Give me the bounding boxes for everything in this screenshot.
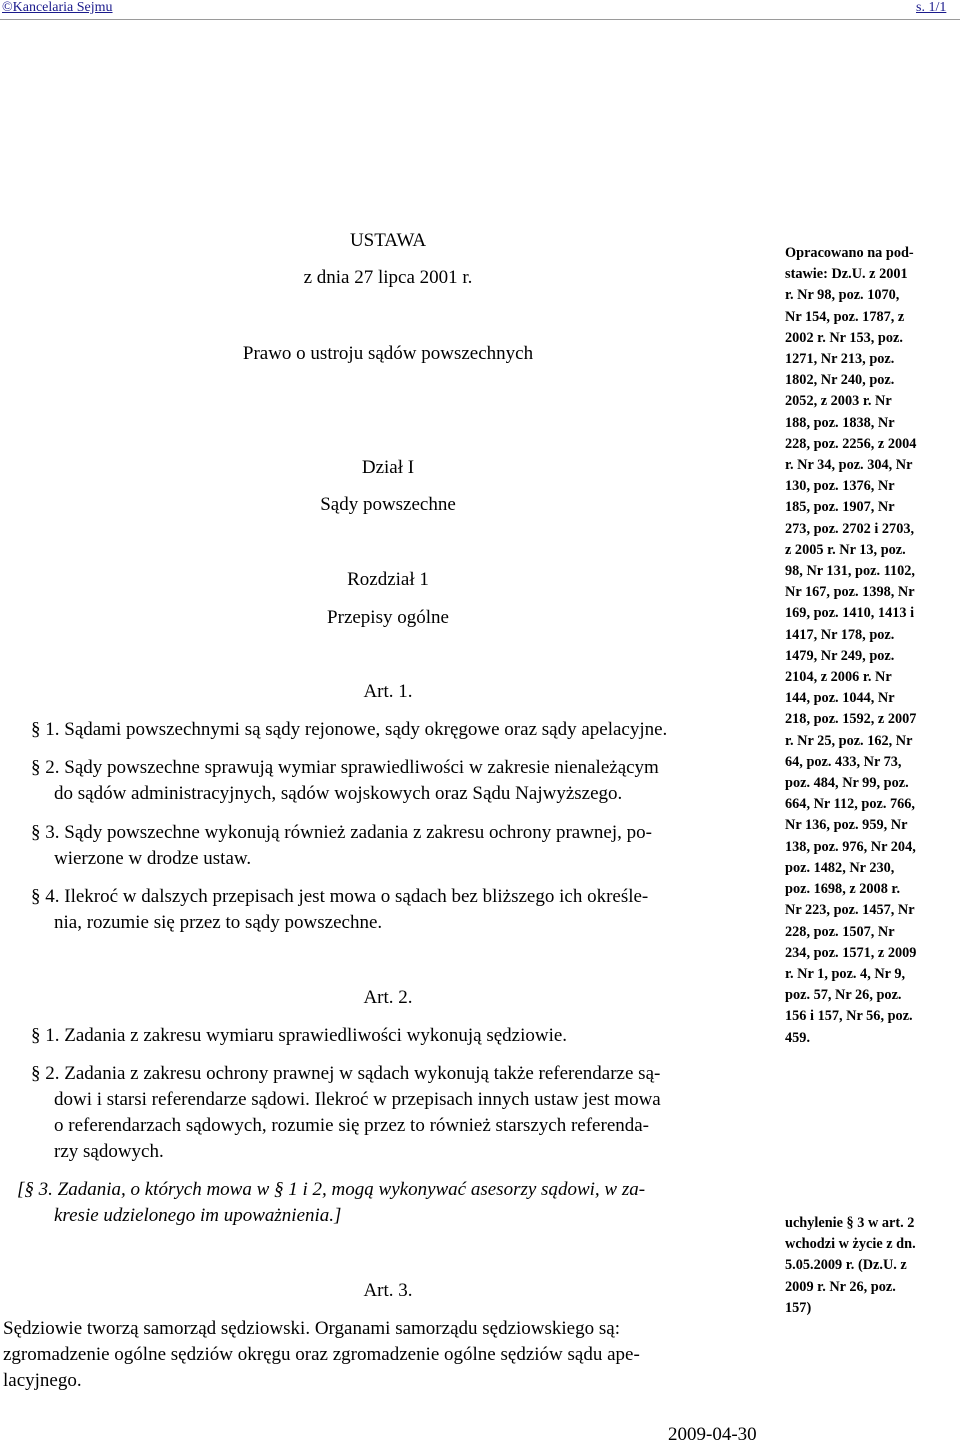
sidenote-repeal-line: 5.05.2009 r. (Dz.U. z bbox=[785, 1257, 907, 1274]
act-date: z dnia 27 lipca 2001 r. bbox=[303, 267, 473, 288]
art3-line-2: zgromadzenie ogólne sędziów okręgu oraz zgromadzenie ogólne sędziów sądu ape- bbox=[3, 1344, 640, 1365]
sidenote-sources-line: 664, Nr 112, poz. 766, bbox=[785, 796, 915, 813]
sidenote-sources-line: stawie: Dz.U. z 2001 bbox=[785, 266, 908, 283]
sidenote-repeal-line: wchodzi w życie z dn. bbox=[785, 1236, 916, 1253]
sidenote-sources-line: 228, poz. 1507, Nr bbox=[785, 923, 895, 940]
act-type: USTAWA bbox=[349, 230, 427, 251]
page-indicator-link[interactable]: s. 1/1 bbox=[916, 0, 947, 15]
art3-line-1: Sędziowie tworzą samorząd sędziowski. Organami samorządu sędziowskiego są: bbox=[3, 1318, 620, 1339]
art2-paragraph-2-line-1: § 2. Zadania z zakresu ochrony prawnej w sądach wykonują także referendarze są- bbox=[31, 1063, 661, 1084]
article-2-heading: Art. 2. bbox=[363, 987, 413, 1008]
sidenote-sources-line: 98, Nr 131, poz. 1102, bbox=[785, 563, 915, 580]
sidenote-sources-line: 188, poz. 1838, Nr bbox=[785, 414, 895, 431]
sidenote-repeal-line: uchylenie § 3 w art. 2 bbox=[785, 1215, 915, 1231]
art2-paragraph-3-line-1: [§ 3. Zadania, o których mowa w § 1 i 2, mogą wykonywać asesorzy sądowi, w za- bbox=[17, 1179, 646, 1200]
art2-paragraph-2-line-4: rzy sądowych. bbox=[54, 1141, 164, 1162]
chapter-label: Rozdział 1 bbox=[347, 569, 429, 590]
art2-paragraph-2-line-2: dowi i starsi referendarze sądowi. Ilekroć w przepisach innych ustaw jest mowa bbox=[54, 1089, 661, 1110]
sidenote-sources-line: poz. 484, Nr 99, poz. bbox=[785, 775, 909, 792]
sidenote-sources-line: 130, poz. 1376, Nr bbox=[785, 478, 895, 495]
art1-paragraph-3-line-2: wierzone w drodze ustaw. bbox=[54, 848, 252, 869]
article-3-heading: Art. 3. bbox=[363, 1280, 413, 1301]
footer-date: 2009-04-30 bbox=[668, 1424, 757, 1445]
art1-paragraph-2-line-2: do sądów administracyjnych, sądów wojskowych oraz Sądu Najwyższego. bbox=[54, 783, 623, 804]
act-title: Prawo o ustroju sądów powszechnych bbox=[242, 343, 534, 364]
art3-line-3: lacyjnego. bbox=[3, 1370, 82, 1391]
sidenote-sources-line: 1271, Nr 213, poz. bbox=[785, 351, 895, 368]
sidenote-repeal-line: 2009 r. Nr 26, poz. bbox=[785, 1278, 896, 1295]
sidenote-sources-line: 234, poz. 1571, z 2009 bbox=[785, 944, 917, 961]
sidenote-sources-line: 169, poz. 1410, 1413 i bbox=[785, 605, 915, 622]
sidenote-sources-line: 2002 r. Nr 153, poz. bbox=[785, 329, 903, 346]
sidenote-sources-line: Nr 167, poz. 1398, Nr bbox=[785, 584, 915, 601]
division-label: Dział I bbox=[361, 457, 415, 478]
article-1-heading: Art. 1. bbox=[363, 681, 413, 702]
sidenote-sources-line: 185, poz. 1907, Nr bbox=[785, 499, 895, 516]
sidenote-sources-line: Nr 136, poz. 959, Nr bbox=[785, 817, 908, 834]
sidenote-sources-line: 218, poz. 1592, z 2007 bbox=[785, 711, 917, 728]
header-divider bbox=[0, 19, 960, 20]
art1-paragraph-1: § 1. Sądami powszechnymi są sądy rejonowe, sądy okręgowe oraz sądy apelacyjne. bbox=[31, 719, 668, 740]
sidenote-sources-line: r. Nr 34, poz. 304, Nr bbox=[785, 457, 913, 474]
art1-paragraph-4-line-2: nia, rozumie się przez to sądy powszechne. bbox=[54, 912, 383, 933]
sidenote-repeal-line: 157) bbox=[785, 1299, 812, 1316]
sidenote-sources-line: poz. 57, Nr 26, poz. bbox=[785, 987, 902, 1004]
sidenote-sources-line: poz. 1482, Nr 230, bbox=[785, 859, 895, 876]
art1-paragraph-2-line-1: § 2. Sądy powszechne sprawują wymiar sprawiedliwości w zakresie nienależącym bbox=[31, 757, 659, 778]
sidenote-sources-line: r. Nr 25, poz. 162, Nr bbox=[785, 732, 913, 749]
art1-paragraph-4-line-1: § 4. Ilekroć w dalszych przepisach jest mowa o sądach bez bliższego ich określe- bbox=[31, 886, 649, 907]
chapter-name: Przepisy ogólne bbox=[327, 607, 449, 628]
sidenote-sources-line: 156 i 157, Nr 56, poz. bbox=[785, 1008, 913, 1025]
sidenote-sources-line: 1479, Nr 249, poz. bbox=[785, 647, 895, 664]
sidenote-sources-line: 1417, Nr 178, poz. bbox=[785, 626, 895, 643]
sidenote-sources-line: 64, poz. 433, Nr 73, bbox=[785, 753, 902, 770]
sidenote-sources-line: 228, poz. 2256, z 2004 bbox=[785, 435, 917, 452]
sidenote-sources-line: 2104, z 2006 r. Nr bbox=[785, 669, 892, 686]
sidenote-sources-line: 1802, Nr 240, poz. bbox=[785, 372, 895, 389]
sidenote-sources-line: 2052, z 2003 r. Nr bbox=[785, 393, 892, 410]
sidenote-sources-line: z 2005 r. Nr 13, poz. bbox=[785, 541, 906, 558]
art2-paragraph-1: § 1. Zadania z zakresu wymiaru sprawiedliwości wykonują sędziowie. bbox=[31, 1025, 568, 1046]
sidenote-sources-line: Opracowano na pod- bbox=[785, 245, 914, 261]
sidenote-sources-line: 144, poz. 1044, Nr bbox=[785, 690, 895, 707]
art2-paragraph-2-line-3: o referendarzach sądowych, rozumie się przez to również starszych referenda- bbox=[54, 1115, 650, 1136]
sidenote-sources-line: poz. 1698, z 2008 r. bbox=[785, 881, 901, 898]
art2-paragraph-3-line-2: kresie udzielonego im upoważnienia.] bbox=[54, 1205, 342, 1226]
copyright-link[interactable]: ©Kancelaria Sejmu bbox=[2, 0, 113, 15]
sidenote-sources-line: r. Nr 98, poz. 1070, bbox=[785, 287, 900, 304]
art1-paragraph-3-line-1: § 3. Sądy powszechne wykonują również zadania z zakresu ochrony prawnej, po- bbox=[31, 822, 652, 843]
sidenote-sources bbox=[785, 243, 916, 1049]
sidenote-sources-line: Nr 223, poz. 1457, Nr bbox=[785, 902, 915, 919]
sidenote-sources-line: 138, poz. 976, Nr 204, bbox=[785, 838, 916, 855]
sidenote-sources-line: 273, poz. 2702 i 2703, bbox=[785, 520, 915, 537]
division-name: Sądy powszechne bbox=[320, 494, 456, 515]
sidenote-sources-line: 459. bbox=[785, 1029, 811, 1046]
sidenote-sources-line: Nr 154, poz. 1787, z bbox=[785, 308, 905, 325]
sidenote-sources-line: r. Nr 1, poz. 4, Nr 9, bbox=[785, 965, 906, 982]
sidenote-repeal bbox=[785, 1213, 916, 1319]
